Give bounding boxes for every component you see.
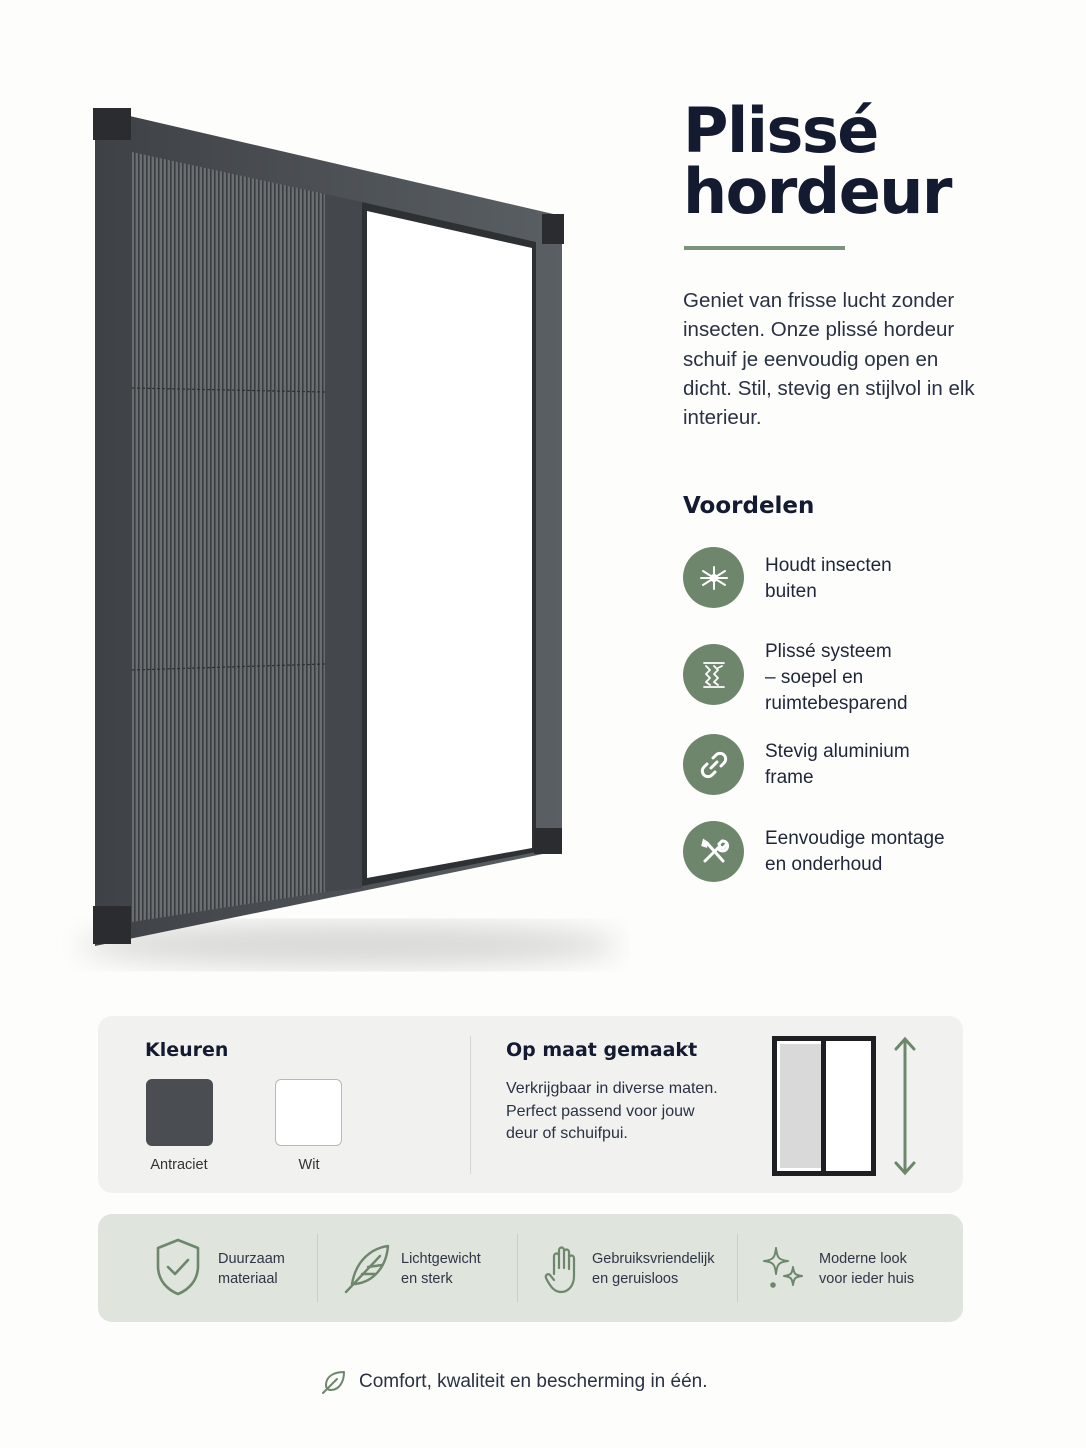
feature-divider xyxy=(737,1234,738,1302)
color-swatch-antraciet[interactable] xyxy=(146,1079,213,1146)
colors-heading: Kleuren xyxy=(145,1039,229,1061)
benefits-heading: Voordelen xyxy=(683,493,815,519)
pleat-icon xyxy=(683,644,744,705)
benefit-line: Eenvoudige montage xyxy=(765,828,945,849)
shield-check-icon xyxy=(153,1236,203,1298)
link-icon xyxy=(683,734,744,795)
hand-icon xyxy=(542,1236,582,1298)
benefit-line: en onderhoud xyxy=(765,854,883,875)
mosquito-icon xyxy=(683,547,744,608)
benefit-line: ruimtebesparend xyxy=(765,693,908,714)
title-line-2: hordeur xyxy=(683,155,951,228)
feature-line: Moderne look xyxy=(819,1251,907,1267)
feature-line: Duurzaam xyxy=(218,1251,285,1267)
title-underline xyxy=(684,246,845,250)
height-arrow-icon xyxy=(893,1036,917,1176)
custom-size-line: deur of schuifpui. xyxy=(506,1125,628,1142)
benefit-line: buiten xyxy=(765,581,817,602)
feature-divider xyxy=(317,1234,318,1302)
feature-line: en sterk xyxy=(401,1270,453,1287)
leaf-icon xyxy=(321,1369,347,1395)
feature-line: Gebruiksvriendelijk xyxy=(592,1251,715,1267)
sparkle-icon xyxy=(760,1236,810,1298)
panel-divider xyxy=(470,1036,471,1174)
custom-size-line: Perfect passend voor jouw xyxy=(506,1102,695,1120)
page-title xyxy=(683,94,1063,228)
intro-text: Geniet van frisse lucht zonder insecten. Onze plissé hordeur schuif je eenvoudig open en dicht. Stil, stevig en stijlvol in elk interieur. xyxy=(683,289,975,430)
color-label-antraciet: Antraciet xyxy=(150,1157,208,1173)
feature-line: en geruisloos xyxy=(592,1270,679,1287)
benefit-line: Houdt insecten xyxy=(765,555,892,576)
color-swatch-wit[interactable] xyxy=(275,1079,342,1146)
custom-size-description xyxy=(506,1078,751,1146)
benefit-line: Stevig aluminium xyxy=(765,741,910,762)
benefit-line: – soepel en xyxy=(765,667,864,688)
tagline xyxy=(321,1367,708,1397)
tagline-text: Comfort, kwaliteit en bescherming in één. xyxy=(359,1371,708,1392)
options-panel xyxy=(98,1016,963,1193)
features-band xyxy=(98,1214,963,1322)
custom-size-line: Verkrijgbaar in diverse maten. xyxy=(506,1080,718,1097)
product-image-plisse-door xyxy=(50,90,630,990)
sliding-door-icon xyxy=(772,1036,876,1176)
feature-line: voor ieder huis xyxy=(819,1270,915,1287)
benefit-line: Plissé systeem xyxy=(765,641,892,662)
title-line-1: Plissé xyxy=(683,94,878,167)
feature-line: Lichtgewicht xyxy=(401,1251,481,1267)
benefit-line: frame xyxy=(765,767,814,788)
custom-size-heading: Op maat gemaakt xyxy=(506,1039,698,1061)
feature-line: materiaal xyxy=(218,1270,278,1287)
feather-icon xyxy=(342,1236,394,1298)
color-label-wit: Wit xyxy=(298,1157,320,1173)
feature-divider xyxy=(517,1234,518,1302)
tools-icon xyxy=(683,821,744,882)
